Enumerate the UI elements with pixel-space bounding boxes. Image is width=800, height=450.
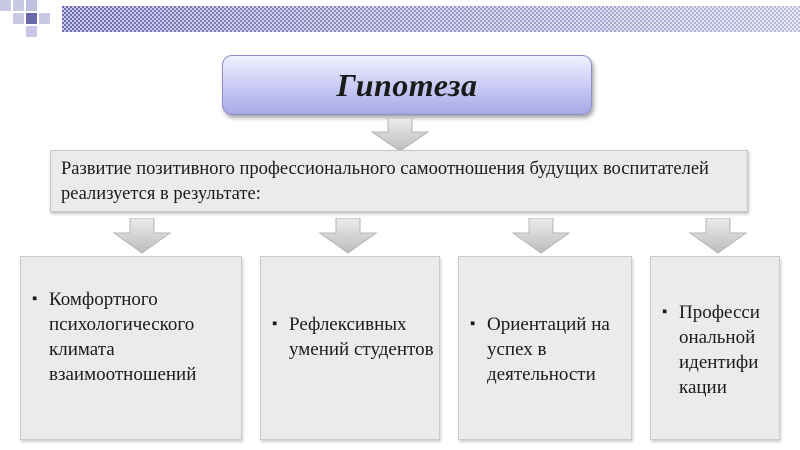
hypothesis-title: Гипотеза: [336, 66, 478, 103]
bullet-icon: ▪: [32, 291, 38, 307]
result-card-climate: [20, 256, 242, 440]
statement-box: [50, 150, 748, 212]
result-item: [32, 287, 235, 387]
checker-band-decoration: [62, 6, 800, 32]
hypothesis-title-box: [222, 55, 592, 115]
result-card-success: [458, 256, 632, 440]
result-item-text: Професси ональной идентифи кации: [679, 302, 760, 398]
bullet-icon: ▪: [470, 316, 476, 332]
down-arrow-icon: [370, 118, 430, 152]
statement-text: Развитие позитивного профессионального самоотношения будущих воспитателей реализуется в результате:: [61, 159, 709, 204]
result-item-text: Комфортного психологического климата взаимоотношений: [49, 289, 197, 385]
result-item-text: Ориентаций на успех в деятельности: [487, 314, 610, 385]
down-arrow-icon: [318, 218, 378, 254]
corner-squares-decoration: [0, 0, 60, 38]
result-card-identity: [650, 256, 780, 440]
bullet-icon: ▪: [272, 316, 278, 332]
result-item: [662, 300, 775, 400]
result-item-text: Рефлексивных умений студентов: [289, 314, 434, 360]
down-arrow-icon: [688, 218, 748, 254]
result-card-reflexive: [260, 256, 440, 440]
result-item: [272, 312, 435, 362]
bullet-icon: ▪: [662, 304, 668, 320]
down-arrow-icon: [112, 218, 172, 254]
down-arrow-icon: [511, 218, 571, 254]
result-item: [470, 312, 627, 387]
